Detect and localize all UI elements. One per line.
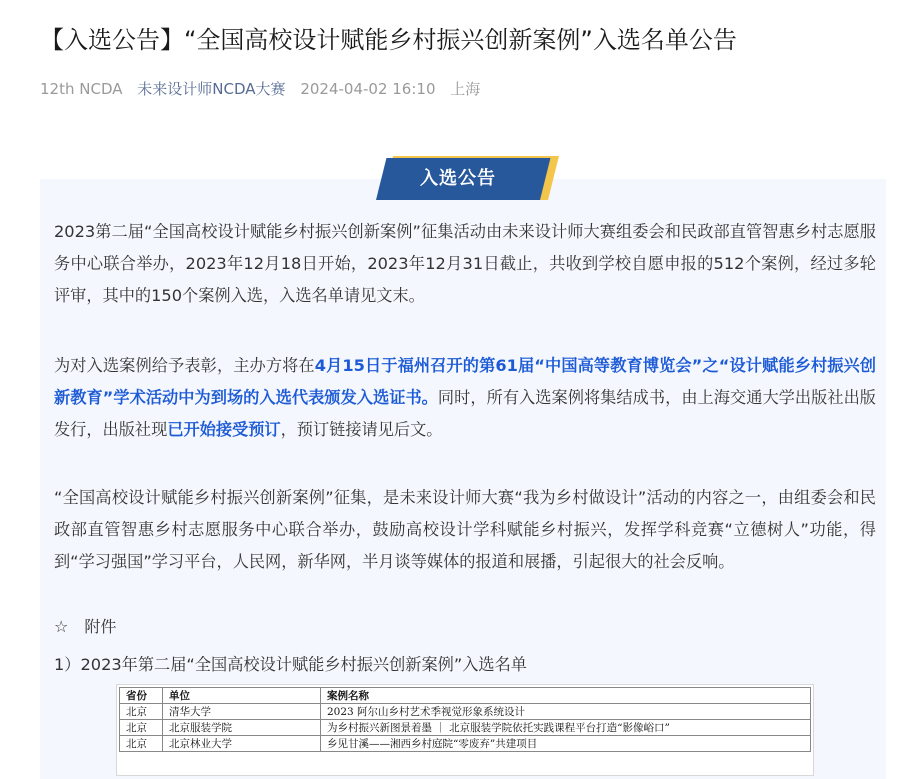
paragraph-intro: 2023第二届“全国高校设计赋能乡村振兴创新案例”征集活动由未来设计师大赛组委会和民政部直管智惠乡村志愿服务中心联合举办，2023年12月18日开始，2023年12月31日截止，共收到学校自愿申报的512个案例，经过多轮评审，其中的150个案例入选，入选名单请见文末。 (54, 222, 876, 305)
table-row (120, 704, 811, 720)
table-header-cell: 单位 (163, 688, 321, 704)
article-title: 【入选公告】“全国高校设计赋能乡村振兴创新案例”入选名单公告 (40, 26, 737, 54)
section-banner (376, 156, 546, 202)
table-cell: 北京 (120, 736, 163, 752)
table-header-cell: 省份 (120, 688, 163, 704)
table-cell: 北京服装学院 (163, 720, 321, 736)
table-row (120, 720, 811, 736)
selection-table-image (116, 684, 814, 776)
table-cell: 乡见甘溪——湘西乡村庭院“零废弃”共建项目 (321, 736, 811, 752)
attachment-heading (54, 612, 116, 642)
meta-source: 12th NCDA (40, 80, 123, 98)
table-cell: 为乡村振兴新图景着墨 ｜ 北京服装学院依托实践课程平台打造“影像峪口” (321, 720, 811, 736)
publish-date: 2024-04-02 16:10 (300, 80, 436, 98)
table-header-cell: 案例名称 (321, 688, 811, 704)
table-cell: 2023 阿尔山乡村艺术季视觉形象系统设计 (321, 704, 811, 720)
table-row (120, 736, 811, 752)
table-cell: 北京 (120, 704, 163, 720)
award-text-e: ，预订链接请见后文。 (280, 420, 443, 439)
award-highlight-event: 4月15日于福州召开的第61届“中国高等教育博览会”之“设计赋能乡村振兴创新教育”学术活动中为到场的入选代表颁发入选证书。 (54, 356, 877, 407)
paragraph-award (54, 350, 876, 446)
article-meta (40, 78, 480, 100)
selection-table (119, 687, 811, 752)
attachment-label: 附件 (84, 617, 117, 636)
publish-location: 上海 (450, 80, 481, 98)
list-title: 1）2023年第二届“全国高校设计赋能乡村振兴创新案例”入选名单 (54, 655, 527, 674)
table-cell: 清华大学 (163, 704, 321, 720)
star-icon: ☆ (54, 617, 69, 636)
account-name-link[interactable]: 未来设计师NCDA大赛 (137, 80, 286, 98)
table-header-row (120, 688, 811, 704)
banner-label: 入选公告 (420, 168, 496, 189)
paragraph-background: “全国高校设计赋能乡村振兴创新案例”征集，是未来设计师大赛“我为乡村做设计”活动的内容之一，由组委会和民政部直管智惠乡村志愿服务中心联合举办，鼓励高校设计学科赋能乡村振兴，发挥学科竞赛“立德树人”功能，得到“学习强国”学习平台，人民网，新华网，半月谈等媒体的报道和展播，引起很大的社会反响。 (54, 488, 876, 571)
table-cell: 北京林业大学 (163, 736, 321, 752)
table-cell: 北京 (120, 720, 163, 736)
award-highlight-preorder: 已开始接受预订 (167, 420, 281, 439)
award-text-a: 为对入选案例给予表彰，主办方将在 (54, 356, 315, 375)
award-text-c: 同时，所有入选案例将集结成书，由上海交通大学出版社出版发行，出版社现 (54, 388, 876, 439)
